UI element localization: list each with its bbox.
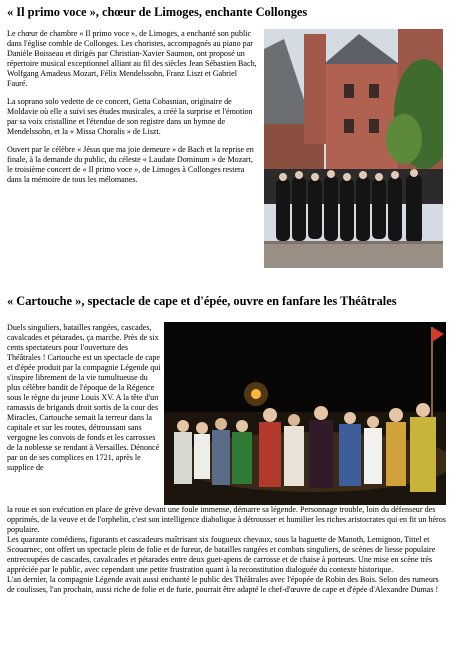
- article-2-paragraph-2: Les quarante comédiens, figurants et cascadeurs maîtrisant six fougueux chevaux, sous la baguette de Manoth, Lemignon, Tittel et Scouarnec, ont offert un spectacle plein de folie et de fureur, de batailles rangées et combats singuliers, de scènes de liesse populaire entrecoupées de cascades, cavalcades et pétarades entre deux guet-apens de carrosse et de chaise à porteurs. Une mise en scène très appréciée par le public, avec cependant une petite frustration quant à la reconstitution dialoguée du contexte historique.: [7, 535, 436, 574]
- choir-photo: [264, 29, 443, 268]
- article-1-paragraph-1: Le chœur de chambre « Il primo voce », de Limoges, a enchanté son public dans l'église comble de Collonges. Les choristes, accompagnés au piano par Danièle Boisseau et dirigés par Christian-Xavier Saumon, ont proposé un répertoire musical exceptionnel alliant au fil des siècles Jean Sébastien Bach, Wolfgang Amadeus Mozart, Félix Mendelssohn, Franz Liszt et Gabriel Fauré.: [7, 29, 257, 88]
- article-2-paragraph-1: la roue et son exécution en place de grève devant une foule immense, démarre sa légende. Personnage trouble, loin du défenseur des opprimés, de la veuve et de l'orphelin, c'est son intelligence diabolique à détrousser et humilier les riches aristocrates qui en fit un héros populaire.: [7, 505, 446, 534]
- theatre-photo: [164, 322, 446, 505]
- article-2-column-text: Duels singuliers, batailles rangées, cascades, cavalcades et pétarades, ça marche. Près de six cents spectateurs pour l'ouverture des Théâtrales ! Cartouche est un spectacle de cape et d'épée produit par la compagnie Légende qui s'inspire librement de la vie tumultueuse du plus célèbre bandit de l'époque de la Régence sous le règne du jeune Louis XV. A la tête d'un ramassis de brigands droit sortis de la cour des Miracles, Cartouche semait la terreur dans la capitale et sur les routes, détroussant sans vergogne les convois de fonds et les carrosses de la noblesse se rendant à Versailles. Dénoncé par un de ses complices en 1721, après le supplice de: [7, 323, 161, 472]
- article-1-body: [7, 29, 259, 193]
- article-1-paragraph-2: La soprano solo vedette de ce concert, Getta Cobasnian, originaire de Moldavie où elle a suivi ses études musicales, a créé la surprise et l'émotion par sa voix cristalline et l'étendue de son registre dans un hymne de Mendelssohn, et la « Missa Choralis » de Liszt.: [7, 97, 253, 136]
- article-1-title: « Il primo voce », chœur de Limoges, enchante Collonges: [7, 5, 308, 19]
- article-2-title: « Cartouche », spectacle de cape et d'épée, ouvre en fanfare les Théâtrales: [7, 294, 397, 308]
- article-2-paragraph-3: L'an dernier, la compagnie Légende avait aussi enchanté le public des Théâtrales avec l'épopée de Robin des Bois. Selon des rumeurs de coulisses, l'an prochain, aussi riche de folie et de furie, pourrait être adapté le chef-d'œuvre de cape et d'épée d'Alexandre Dumas !: [7, 575, 439, 594]
- article-2-full-text: [7, 505, 447, 595]
- article-1-paragraph-3: Ouvert par le célèbre « Jésus que ma joie demeure » de Bach et la reprise en finale, à la demande du public, du céleste « Laudate Dominum » de Mozart, le troisième concert de « Il primo voce », de Limoges à Collonges restera dans la mémoire de tous les mélomanes.: [7, 145, 254, 184]
